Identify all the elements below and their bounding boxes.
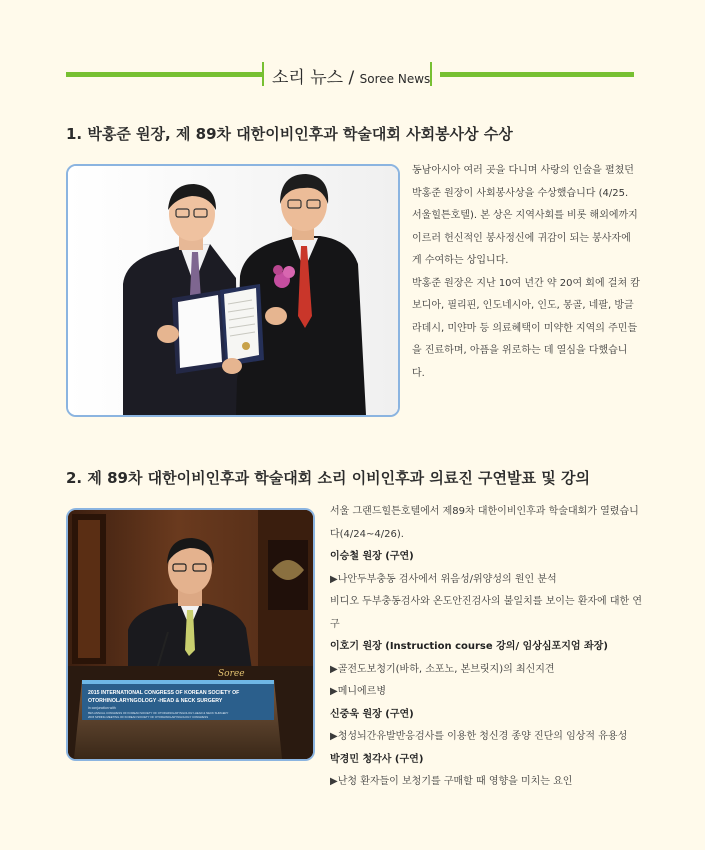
header-title-en: Soree News	[359, 72, 431, 86]
podium-logo: Soree	[218, 669, 245, 679]
speaker-1-topic: ▶나안두부충동 검사에서 위음성/위양성의 원인 분석	[330, 573, 557, 585]
article1-title: 1. 박홍준 원장, 제 89차 대한이비인후과 학술대회 사회봉사상 수상	[66, 125, 513, 143]
section-header	[66, 60, 634, 90]
article1-body	[412, 160, 640, 385]
header-bar-left	[66, 72, 262, 77]
article2-intro: 서울 그랜드힐튼호텔에서 제89차 대한이비인후과 학술대회가 열렸습니다(4/24~4/26).	[330, 506, 639, 540]
lecture-photo	[66, 508, 315, 761]
speaker-1-topic: 비디오 두부충동검사와 온도안진검사의 불일치를 보이는 환자에 대한 연구	[330, 596, 643, 630]
header-title	[272, 63, 430, 88]
header-divider-left	[262, 62, 264, 86]
podium-line5: 2015 SPRING MEETING OF KOREAN SOCIETY OF OTORHINOLARYNGOLOGY CONGRESS	[88, 715, 209, 719]
speaker-3-topic: ▶청성뇌간유발반응검사를 이용한 청신경 종양 진단의 임상적 유용성	[330, 731, 628, 742]
speaker-4-topic: ▶난청 환자들이 보청기를 구매할 때 영향을 미치는 요인	[330, 776, 573, 787]
article1-paragraph: 동남아시아 여러 곳을 다니며 사랑의 인술을 펼쳤던 박홍준 원장이 사회봉사상을 수상했습니다 (4/25. 서울힐튼호텔). 본 상은 지역사회를 비롯 해외에까지 이르러 헌신적인 봉사정신에 귀감이 되는 봉사자에게 수여하는 상입니다.	[412, 165, 638, 266]
header-title-ko: 소리 뉴스	[272, 68, 344, 88]
speaker-3-name: 신중욱 원장 (구연)	[330, 708, 414, 720]
award-photo	[66, 164, 400, 417]
podium-line4: 89th ANNUAL CONGRESS OF KOREAN SOCIETY OF OTORHINOLARYNGOLOGY-HEAD & NECK SURGERY	[88, 711, 229, 715]
speaker-1-name: 이승철 원장 (구연)	[330, 551, 414, 562]
header-bar-right	[440, 72, 634, 77]
speaker-4-name: 박경민 청각사 (구연)	[330, 753, 424, 765]
podium-line2: OTORHINOLARYNGOLOGY -HEAD & NECK SURGERY	[88, 698, 223, 704]
award-photo-image	[68, 166, 398, 415]
podium-line3: in conjunction with	[88, 706, 116, 710]
podium-line1: 2015 INTERNATIONAL CONGRESS OF KOREAN SOCIETY OF	[88, 690, 240, 696]
header-separator: /	[343, 68, 360, 88]
header-divider-right	[430, 62, 432, 86]
speaker-2-topic: ▶메니에르병	[330, 686, 386, 697]
speaker-2-name: 이호기 원장 (Instruction course 강의/ 임상심포지엄 좌장)	[330, 641, 608, 652]
article2-title: 2. 제 89차 대한이비인후과 학술대회 소리 이비인후과 의료진 구연발표 및 강의	[66, 469, 590, 487]
lecture-photo-image	[68, 510, 313, 759]
article1-paragraph: 박홍준 원장은 지난 10여 년간 약 20여 회에 걸쳐 캄보디아, 필리핀, 인도네시아, 인도, 몽골, 네팔, 방글라데시, 미얀마 등 의료혜택이 미약한 지역의 주민들을 진료하며, 아픔을 위로하는 데 열심을 다했습니다.	[412, 277, 640, 379]
article2-body	[330, 501, 645, 794]
speaker-2-topic: ▶골전도보청기(바하, 소포노, 본브릿지)의 최신지견	[330, 663, 555, 675]
